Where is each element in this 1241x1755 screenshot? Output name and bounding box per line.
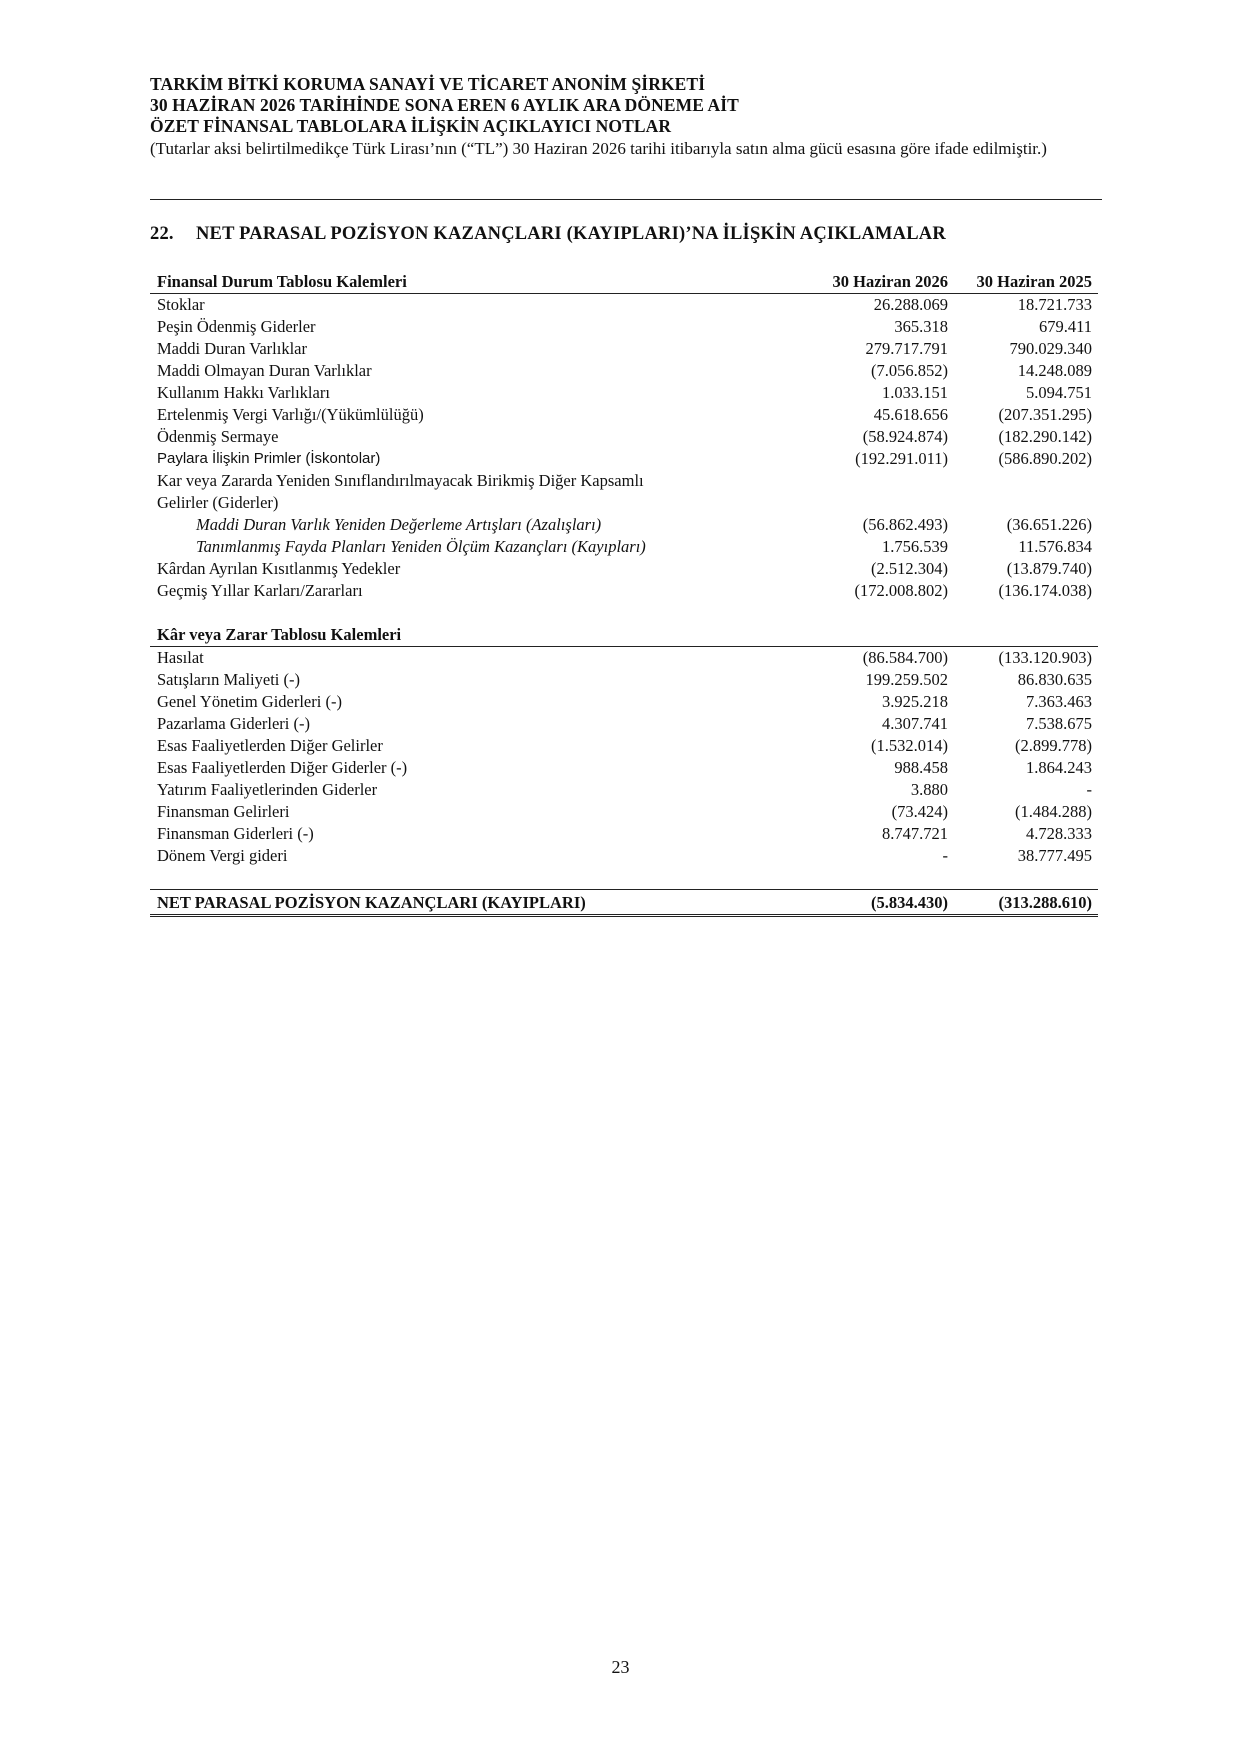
value-2025 xyxy=(956,470,1098,492)
table-row xyxy=(150,470,1098,492)
value-2026 xyxy=(818,470,956,492)
section-title xyxy=(150,224,946,245)
table-row xyxy=(150,691,1098,713)
table-row xyxy=(150,735,1098,757)
value-2025: (586.890.202) xyxy=(998,449,1092,468)
table-row xyxy=(150,316,1098,338)
page-number: 23 xyxy=(611,1657,630,1677)
row-label: Genel Yönetim Giderleri (-) xyxy=(157,692,342,711)
row-label: Hasılat xyxy=(157,648,204,667)
table-row xyxy=(150,757,1098,779)
table-row xyxy=(150,580,1098,602)
row-label: Kar veya Zararda Yeniden Sınıflandırılmayacak Birikmiş Diğer Kapsamlı xyxy=(157,471,644,490)
table-row xyxy=(150,360,1098,382)
table-row xyxy=(150,294,1098,317)
value-2025: 7.538.675 xyxy=(1026,714,1092,733)
column-header-2025: 30 Haziran 2025 xyxy=(956,271,1098,294)
value-2026: 1.033.151 xyxy=(882,383,948,402)
section-number: 22. xyxy=(150,224,174,244)
header-divider xyxy=(150,199,1102,200)
row-label: Dönem Vergi gideri xyxy=(157,846,288,865)
table-row xyxy=(150,801,1098,823)
value-2026: 45.618.656 xyxy=(873,405,948,424)
document-header xyxy=(150,74,1100,159)
value-2026: (172.008.802) xyxy=(854,581,948,600)
table-row xyxy=(150,823,1098,845)
table-row xyxy=(150,382,1098,404)
currency-note: (Tutarlar aksi belirtilmedikçe Türk Lirası’nın (“TL”) 30 Haziran 2026 tarihi itibarıyla satın alma gücü esasına göre ifade edilmiştir.) xyxy=(150,139,1047,158)
value-2025: 4.728.333 xyxy=(1026,824,1092,843)
total-2026: (5.834.430) xyxy=(818,890,956,916)
table-row xyxy=(150,669,1098,691)
value-2026: - xyxy=(942,846,948,865)
period-title: 30 HAZİRAN 2026 TARİHİNDE SONA EREN 6 AYLIK ARA DÖNEME AİT xyxy=(150,95,739,115)
row-label: Maddi Duran Varlık Yeniden Değerleme Artışları (Azalışları) xyxy=(196,515,602,534)
table-row xyxy=(150,845,1098,867)
value-2026: (7.056.852) xyxy=(871,361,948,380)
value-2026: (2.512.304) xyxy=(871,559,948,578)
value-2025: (133.120.903) xyxy=(998,648,1092,667)
row-label: Geçmiş Yıllar Karları/Zararları xyxy=(157,581,363,600)
value-2026: (56.862.493) xyxy=(862,515,948,534)
value-2026: (192.291.011) xyxy=(855,449,948,468)
table-row xyxy=(150,404,1098,426)
total-2025: (313.288.610) xyxy=(956,890,1098,916)
value-2026: 3.925.218 xyxy=(882,692,948,711)
row-label: Pazarlama Giderleri (-) xyxy=(157,714,310,733)
value-2026: (86.584.700) xyxy=(862,648,948,667)
value-2026: 8.747.721 xyxy=(882,824,948,843)
table-header-row xyxy=(150,271,1098,294)
row-label: Ertelenmiş Vergi Varlığı/(Yükümlülüğü) xyxy=(157,405,424,424)
row-label: Peşin Ödenmiş Giderler xyxy=(157,317,316,336)
table-row xyxy=(150,647,1098,670)
value-2026: 1.756.539 xyxy=(882,537,948,556)
value-2026: 26.288.069 xyxy=(873,295,948,314)
table-row xyxy=(150,448,1098,470)
value-2026: (58.924.874) xyxy=(862,427,948,446)
row-label: Maddi Duran Varlıklar xyxy=(157,339,307,358)
value-2025: - xyxy=(1086,780,1092,799)
value-2026: 199.259.502 xyxy=(865,670,948,689)
row-label: Gelirler (Giderler) xyxy=(157,493,279,512)
value-2026: 279.717.791 xyxy=(865,339,948,358)
table-row xyxy=(150,558,1098,580)
table-row xyxy=(150,492,1098,514)
row-label: Finansman Giderleri (-) xyxy=(157,824,314,843)
row-label: Kârdan Ayrılan Kısıtlanmış Yedekler xyxy=(157,559,401,578)
value-2025: (2.899.778) xyxy=(1015,736,1092,755)
value-2026: (1.532.014) xyxy=(871,736,948,755)
value-2025: (36.651.226) xyxy=(1006,515,1092,534)
value-2025 xyxy=(956,492,1098,514)
value-2025: 790.029.340 xyxy=(1009,339,1092,358)
table-title: Kâr veya Zarar Tablosu Kalemleri xyxy=(150,624,818,647)
value-2025: 18.721.733 xyxy=(1017,295,1092,314)
row-label: Maddi Olmayan Duran Varlıklar xyxy=(157,361,372,380)
table-row xyxy=(150,536,1098,558)
financial-position-table xyxy=(150,271,1098,602)
row-label: Esas Faaliyetlerden Diğer Giderler (-) xyxy=(157,758,408,777)
column-header-blank xyxy=(956,624,1098,647)
notes-title: ÖZET FİNANSAL TABLOLARA İLİŞKİN AÇIKLAYICI NOTLAR xyxy=(150,116,672,136)
row-label: Esas Faaliyetlerden Diğer Gelirler xyxy=(157,736,383,755)
row-label: Finansman Gelirleri xyxy=(157,802,290,821)
row-label: Ödenmiş Sermaye xyxy=(157,427,279,446)
value-2026: 4.307.741 xyxy=(882,714,948,733)
value-2025: 5.094.751 xyxy=(1026,383,1092,402)
table-row xyxy=(150,514,1098,536)
table-row xyxy=(150,338,1098,360)
table-title: Finansal Durum Tablosu Kalemleri xyxy=(150,271,818,294)
section-heading: NET PARASAL POZİSYON KAZANÇLARI (KAYIPLARI)’NA İLİŞKİN AÇIKLAMALAR xyxy=(196,224,946,244)
value-2026 xyxy=(818,492,956,514)
value-2025: 86.830.635 xyxy=(1017,670,1092,689)
value-2025: (136.174.038) xyxy=(998,581,1092,600)
value-2025: (1.484.288) xyxy=(1015,802,1092,821)
row-label: Yatırım Faaliyetlerinden Giderler xyxy=(157,780,378,799)
value-2025: 14.248.089 xyxy=(1017,361,1092,380)
value-2025: 679.411 xyxy=(1038,317,1092,336)
row-label: Kullanım Hakkı Varlıkları xyxy=(157,383,330,402)
column-header-2026: 30 Haziran 2026 xyxy=(818,271,956,294)
value-2026: 988.458 xyxy=(894,758,948,777)
value-2025: (207.351.295) xyxy=(998,405,1092,424)
table-row xyxy=(150,713,1098,735)
company-name: TARKİM BİTKİ KORUMA SANAYİ VE TİCARET ANONİM ŞİRKETİ xyxy=(150,74,706,94)
value-2026: (73.424) xyxy=(891,802,948,821)
value-2026: 365.318 xyxy=(894,317,948,336)
table-row xyxy=(150,779,1098,801)
value-2025: 11.576.834 xyxy=(1018,537,1092,556)
profit-loss-table xyxy=(150,624,1098,917)
total-label: NET PARASAL POZİSYON KAZANÇLARI (KAYIPLARI) xyxy=(150,890,818,916)
value-2025: 7.363.463 xyxy=(1026,692,1092,711)
row-label: Stoklar xyxy=(157,295,205,314)
value-2025: (13.879.740) xyxy=(1006,559,1092,578)
column-header-blank xyxy=(818,624,956,647)
value-2025: 38.777.495 xyxy=(1017,846,1092,865)
table-row xyxy=(150,426,1098,448)
table-header-row xyxy=(150,624,1098,647)
total-row xyxy=(150,890,1098,916)
spacer-row xyxy=(150,867,1098,890)
row-label: Paylara İlişkin Primler (İskontolar) xyxy=(157,450,381,467)
row-label: Tanımlanmış Fayda Planları Yeniden Ölçüm Kazançları (Kayıpları) xyxy=(196,537,646,556)
value-2025: (182.290.142) xyxy=(998,427,1092,446)
value-2025: 1.864.243 xyxy=(1026,758,1092,777)
value-2026: 3.880 xyxy=(910,780,948,799)
row-label: Satışların Maliyeti (-) xyxy=(157,670,300,689)
